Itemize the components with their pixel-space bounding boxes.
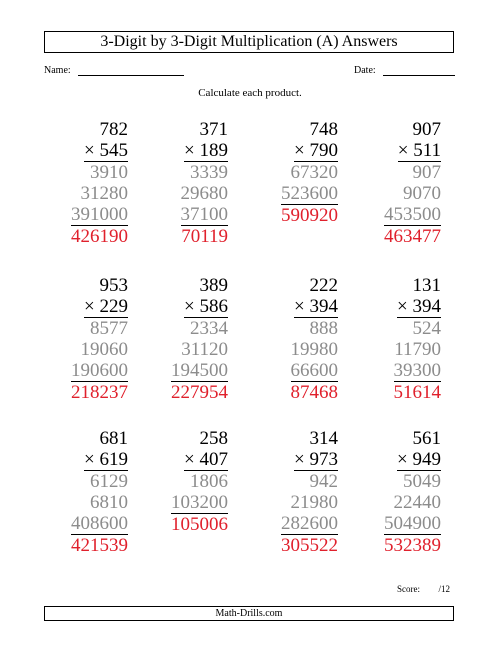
partial-product: 19060 xyxy=(80,339,128,360)
partial-product: 6810 xyxy=(90,492,128,513)
product-answer: 218237 xyxy=(71,382,128,403)
problem-10 xyxy=(118,428,228,535)
partial-product: 453500 xyxy=(384,204,441,225)
problem-1 xyxy=(18,119,128,247)
score-area xyxy=(397,584,450,594)
multiplier-row xyxy=(397,296,441,318)
product-answer: 305522 xyxy=(281,535,338,556)
multiplier-row xyxy=(184,140,228,162)
problem-4 xyxy=(331,119,441,247)
multiplier: 619 xyxy=(99,449,128,470)
partial-product: 942 xyxy=(309,471,338,492)
problem-3 xyxy=(228,119,338,226)
multiplier: 545 xyxy=(99,140,128,161)
score-label: Score: xyxy=(397,584,420,594)
partial-product: 9070 xyxy=(403,183,441,204)
partial-product: 523600 xyxy=(281,183,338,204)
partial-product: 31280 xyxy=(80,183,128,204)
problem-11 xyxy=(228,428,338,556)
multiplicand: 258 xyxy=(199,428,228,449)
times-sign: × xyxy=(184,140,195,161)
partial-product: 391000 xyxy=(71,204,128,225)
product-answer: 426190 xyxy=(71,226,128,247)
times-sign: × xyxy=(184,296,195,317)
times-sign: × xyxy=(294,140,305,161)
problem-5 xyxy=(18,275,128,403)
partial-product: 31120 xyxy=(181,339,228,360)
times-sign: × xyxy=(84,449,95,470)
product-answer: 87468 xyxy=(290,382,338,403)
instruction-text: Calculate each product. xyxy=(198,87,302,99)
multiplicand: 371 xyxy=(199,119,228,140)
multiplier-row xyxy=(184,296,228,318)
partial-product: 907 xyxy=(412,162,441,183)
multiplicand: 782 xyxy=(99,119,128,140)
name-label: Name: xyxy=(44,65,71,76)
partial-product: 67320 xyxy=(290,162,338,183)
partial-product: 66600 xyxy=(290,360,338,381)
problem-2 xyxy=(118,119,228,247)
partial-product: 39300 xyxy=(393,360,441,381)
times-sign: × xyxy=(84,296,95,317)
multiplier-row xyxy=(184,449,228,471)
problem-6 xyxy=(118,275,228,403)
partial-product: 504900 xyxy=(384,513,441,534)
partial-product: 408600 xyxy=(71,513,128,534)
multiplier: 407 xyxy=(199,449,228,470)
footer-site xyxy=(44,606,454,621)
partial-product: 1806 xyxy=(190,471,228,492)
name-field-line xyxy=(78,75,184,76)
times-sign: × xyxy=(397,140,409,161)
multiplicand: 953 xyxy=(99,275,128,296)
multiplier: 394 xyxy=(309,296,338,317)
multiplicand: 389 xyxy=(199,275,228,296)
product-answer: 532389 xyxy=(384,535,441,556)
multiplier-row xyxy=(398,140,441,162)
site-name: Math-Drills.com xyxy=(215,608,283,619)
partial-product: 37100 xyxy=(180,204,228,225)
partial-product: 524 xyxy=(412,318,441,339)
product-answer: 463477 xyxy=(384,226,441,247)
partial-product: 22440 xyxy=(393,492,441,513)
multiplier: 511 xyxy=(413,140,441,161)
problem-7 xyxy=(228,275,338,403)
times-sign: × xyxy=(184,449,195,470)
partial-product: 21980 xyxy=(290,492,338,513)
product-answer: 227954 xyxy=(171,382,228,403)
partial-product: 103200 xyxy=(171,492,228,513)
date-label: Date: xyxy=(354,65,376,76)
product-answer: 421539 xyxy=(71,535,128,556)
multiplier: 949 xyxy=(412,449,441,470)
partial-product: 888 xyxy=(309,318,338,339)
times-sign: × xyxy=(294,449,305,470)
partial-product: 5049 xyxy=(403,471,441,492)
multiplier: 189 xyxy=(199,140,228,161)
partial-product: 8577 xyxy=(90,318,128,339)
multiplicand: 131 xyxy=(412,275,441,296)
partial-product: 190600 xyxy=(71,360,128,381)
multiplier: 790 xyxy=(309,140,338,161)
times-sign: × xyxy=(294,296,305,317)
multiplicand: 314 xyxy=(309,428,338,449)
times-sign: × xyxy=(397,449,408,470)
multiplicand: 907 xyxy=(412,119,441,140)
multiplicand: 681 xyxy=(99,428,128,449)
product-answer: 590920 xyxy=(281,205,338,226)
partial-product: 282600 xyxy=(281,513,338,534)
partial-product: 194500 xyxy=(171,360,228,381)
multiplier: 586 xyxy=(199,296,228,317)
multiplicand: 561 xyxy=(412,428,441,449)
times-sign: × xyxy=(84,140,95,161)
product-answer: 70119 xyxy=(181,226,228,247)
date-field-line xyxy=(383,75,455,76)
partial-product: 2334 xyxy=(190,318,228,339)
partial-product: 19980 xyxy=(290,339,338,360)
problem-8 xyxy=(331,275,441,403)
partial-product: 29680 xyxy=(180,183,228,204)
multiplier: 394 xyxy=(412,296,441,317)
product-answer: 105006 xyxy=(171,514,228,535)
title-text: 3-Digit by 3-Digit Multiplication (A) Answers xyxy=(100,33,398,50)
product-answer: 51614 xyxy=(393,382,441,403)
multiplier: 973 xyxy=(309,449,338,470)
times-sign: × xyxy=(397,296,408,317)
worksheet-title xyxy=(44,31,454,53)
problem-12 xyxy=(331,428,441,556)
score-total: /12 xyxy=(438,584,451,594)
partial-product: 6129 xyxy=(90,471,128,492)
partial-product: 3910 xyxy=(90,162,128,183)
partial-product: 3339 xyxy=(190,162,228,183)
multiplier-row xyxy=(397,449,441,471)
partial-product: 11790 xyxy=(394,339,441,360)
multiplicand: 748 xyxy=(309,119,338,140)
problem-9 xyxy=(18,428,128,556)
multiplicand: 222 xyxy=(309,275,338,296)
multiplier: 229 xyxy=(99,296,128,317)
